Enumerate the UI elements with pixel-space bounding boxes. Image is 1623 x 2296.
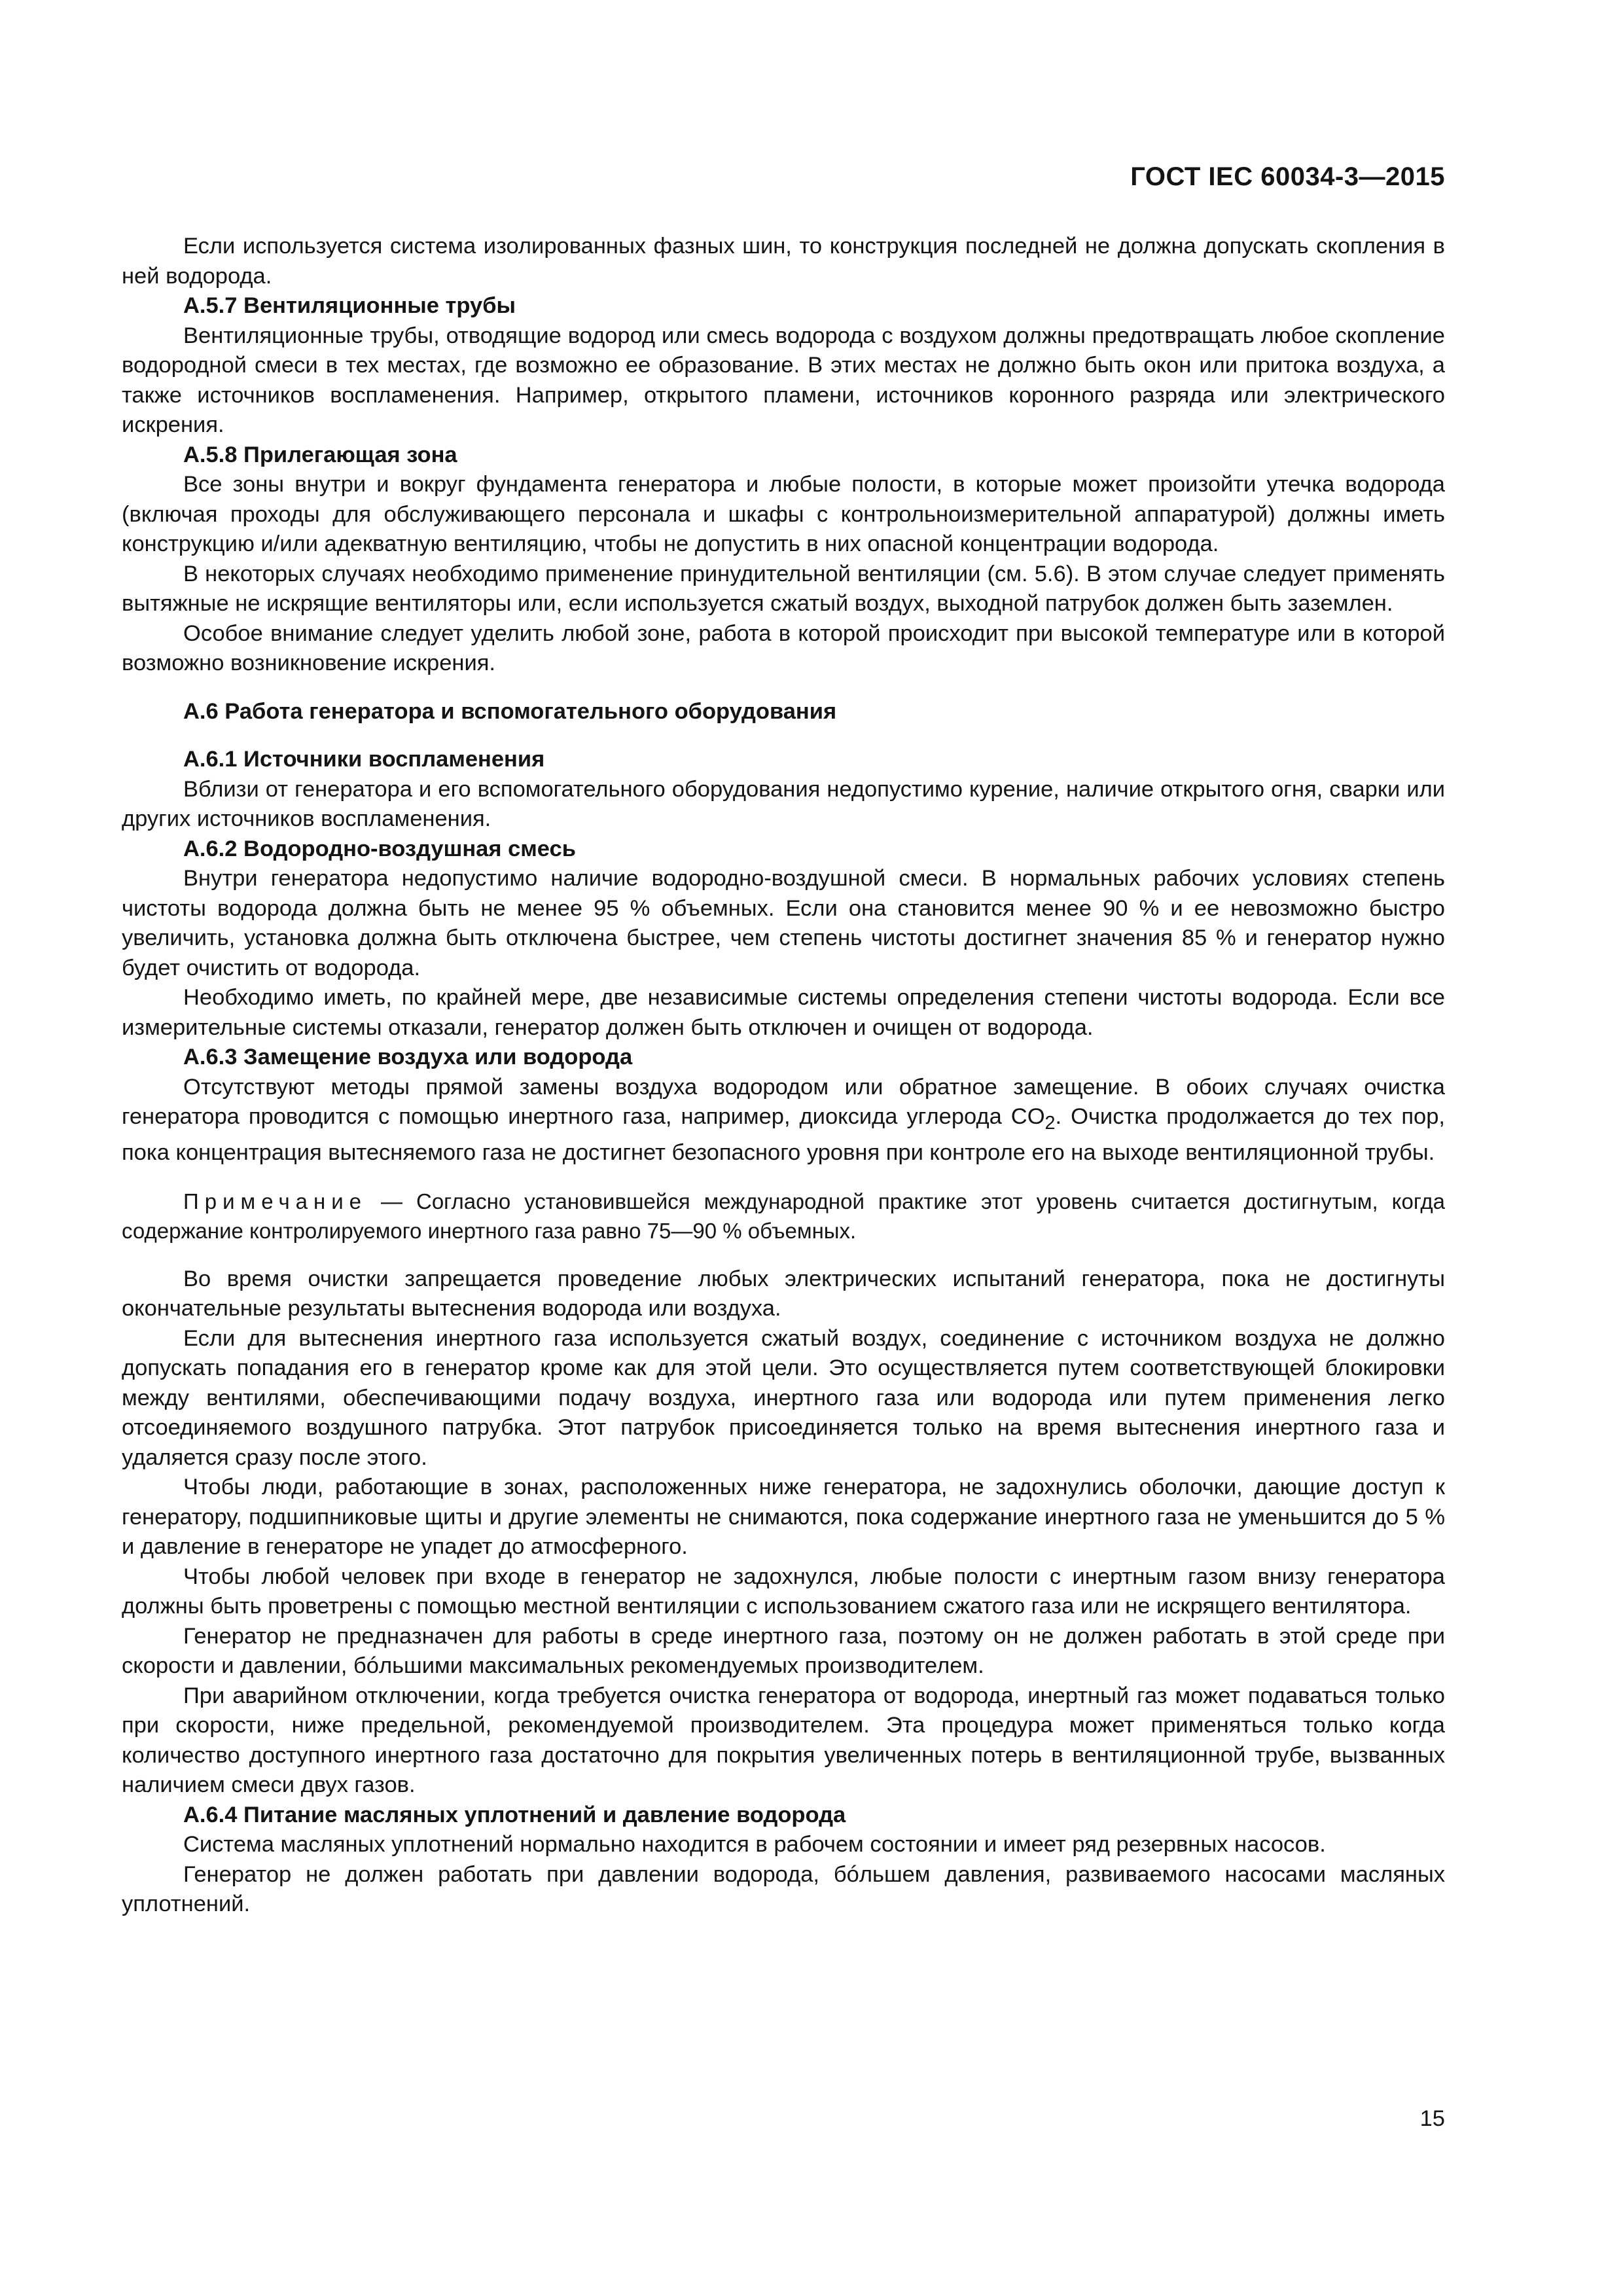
paragraph-a63-6: Генератор не предназначен для работы в среде инертного газа, поэтому он не должен работать в этой среде при скорости и давлении, бóльшими максимальных рекомендуемых производителем.	[122, 1623, 1445, 1679]
heading-a58: А.5.8 Прилегающая зона	[183, 442, 457, 467]
page-number: 15	[1419, 2106, 1445, 2131]
heading-a57: А.5.7 Вентиляционные трубы	[183, 293, 516, 318]
paragraph-a64-1: Система масляных уплотнений нормально находится в рабочем состоянии и имеет ряд резервных насосов.	[183, 1832, 1326, 1857]
paragraph-a63-1-end: . Очистка продолжается до тех пор, пока концентрация вытесняемого газа не достигнет безопасного уровня при контроле его на выходе вентиляционной трубы.	[122, 1104, 1445, 1166]
paragraph-a63-7: При аварийном отключении, когда требуется очистка генератора от водорода, инертный газ может подаваться только при скорости, ниже предельной, рекомендуемой производителем. Эта процедура может применяться только когда количество доступного инертного газа достаточно для покрытия увеличенных потерь в вентиляционной трубе, вызванных наличием смеси двух газов.	[122, 1683, 1445, 1798]
paragraph-a58-3: Особое внимание следует уделить любой зоне, работа в которой происходит при высокой температуре или в которой возможно возникновение искрения.	[122, 620, 1445, 675]
heading-a64: А.6.4 Питание масляных уплотнений и давление водорода	[183, 1802, 846, 1827]
note-label: Примечание	[183, 1189, 368, 1213]
paragraph-a63-2: Во время очистки запрещается проведение любых электрических испытаний генератора, пока не достигнуты окончательные результаты вытеснения водорода или воздуха.	[122, 1266, 1445, 1321]
paragraph-a63-1	[122, 1073, 1445, 1168]
paragraph-a58-2: В некоторых случаях необходимо применение принудительной вентиляции (см. 5.6). В этом случае следует применять вытяжные не искрящие вентиляторы или, если используется сжатый воздух, выходной патрубок должен быть заземлен.	[122, 561, 1445, 616]
paragraph-a61: Вблизи от генератора и его вспомогательного оборудования недопустимо курение, наличие открытого огня, сварки или других источников воспламенения.	[122, 776, 1445, 831]
paragraph-a63-3: Если для вытеснения инертного газа используется сжатый воздух, соединение с источником воздуха не должно допускать попадания его в генератор кроме как для этой цели. Это осуществляется путем соответствующей блокировки между вентилями, обеспечивающими подачу воздуха, инертного газа или водорода или путем применения легко отсоединяемого воздушного патрубка. Этот патрубок присоединяется только на время вытеснения инертного газа и удаляется сразу после этого.	[122, 1325, 1445, 1470]
paragraph-a63-1-start: Отсутствуют методы прямой замены воздуха водородом или обратное замещение. В обоих случаях очистка генератора проводится с помощью инертного газа, например, диоксида углерода CO	[122, 1074, 1445, 1129]
spacer	[122, 679, 1445, 697]
paragraph-a63-5: Чтобы любой человек при входе в генератор не задохнулся, любые полости с инертным газом внизу генератора должны быть проветрены с помощью местной вентиляции с использованием сжатого газа или не искрящего вентилятора.	[122, 1564, 1445, 1619]
paragraph-a64-2: Генератор не должен работать при давлении водорода, бóльшем давления, развиваемого насосами масляных уплотнений.	[122, 1861, 1445, 1917]
spacer	[122, 1246, 1445, 1265]
paragraph-a58-1: Все зоны внутри и вокруг фундамента генератора и любые полости, в которые может произойти утечка водорода (включая проходы для обслуживающего персонала и шкафы с контрольноизмерительной аппаратурой) должны иметь конструкцию и/или адекватную вентиляцию, чтобы не допустить в них опасной концентрации водорода.	[122, 472, 1445, 556]
paragraph-a57: Вентиляционные трубы, отводящие водород или смесь водорода с воздухом должны предотвращать любое скопление водородной смеси в тех местах, где возможно ее образование. В этих местах не должно быть окон или притока воздуха, а также источников воспламенения. Например, открытого пламени, источников коронного разряда или электрического искрения.	[122, 323, 1445, 437]
heading-a62: А.6.2 Водородно-воздушная смесь	[183, 836, 576, 861]
paragraph-a63-4: Чтобы люди, работающие в зонах, расположенных ниже генератора, не задохнулись оболочки, дающие доступ к генератору, подшипниковые щиты и другие элементы не снимаются, пока содержание инертного газа не уменьшится до 5 % и давление в генераторе не упадет до атмосферного.	[122, 1475, 1445, 1560]
heading-a61: А.6.1 Источники воспламенения	[183, 747, 545, 772]
document-body	[122, 232, 1445, 1920]
heading-a63: А.6.3 Замещение воздуха или водорода	[183, 1045, 633, 1069]
paragraph-a62-2: Необходимо иметь, по крайней мере, две независимые системы определения степени чистоты водорода. Если все измерительные системы отказали, генератор должен быть отключен и очищен от водорода.	[122, 985, 1445, 1040]
co2-subscript: 2	[1044, 1112, 1056, 1134]
paragraph-isolated-bus: Если используется система изолированных фазных шин, то конструкция последней не должна допускать скопления в ней водорода.	[122, 234, 1445, 289]
spacer	[122, 726, 1445, 745]
paragraph-a62-1: Внутри генератора недопустимо наличие водородно-воздушной смеси. В нормальных рабочих условиях степень чистоты водорода должна быть не менее 95 % объемных. Если она становится менее 90 % и ее невозможно быстро увеличить, установка должна быть отключена быстрее, чем степень чистоты достигнет значения 85 % и генератор нужно будет очистить от водорода.	[122, 866, 1445, 980]
spacer	[122, 1168, 1445, 1187]
heading-a6: А.6 Работа генератора и вспомогательного оборудования	[183, 698, 837, 724]
note-text: — Согласно установившейся международной практике этот уровень считается достигнутым, когда содержание контролируемого инертного газа равно 75—90 % объемных.	[122, 1189, 1445, 1244]
standard-header: ГОСТ IEC 60034-3—2015	[1130, 162, 1445, 191]
note	[122, 1187, 1445, 1246]
